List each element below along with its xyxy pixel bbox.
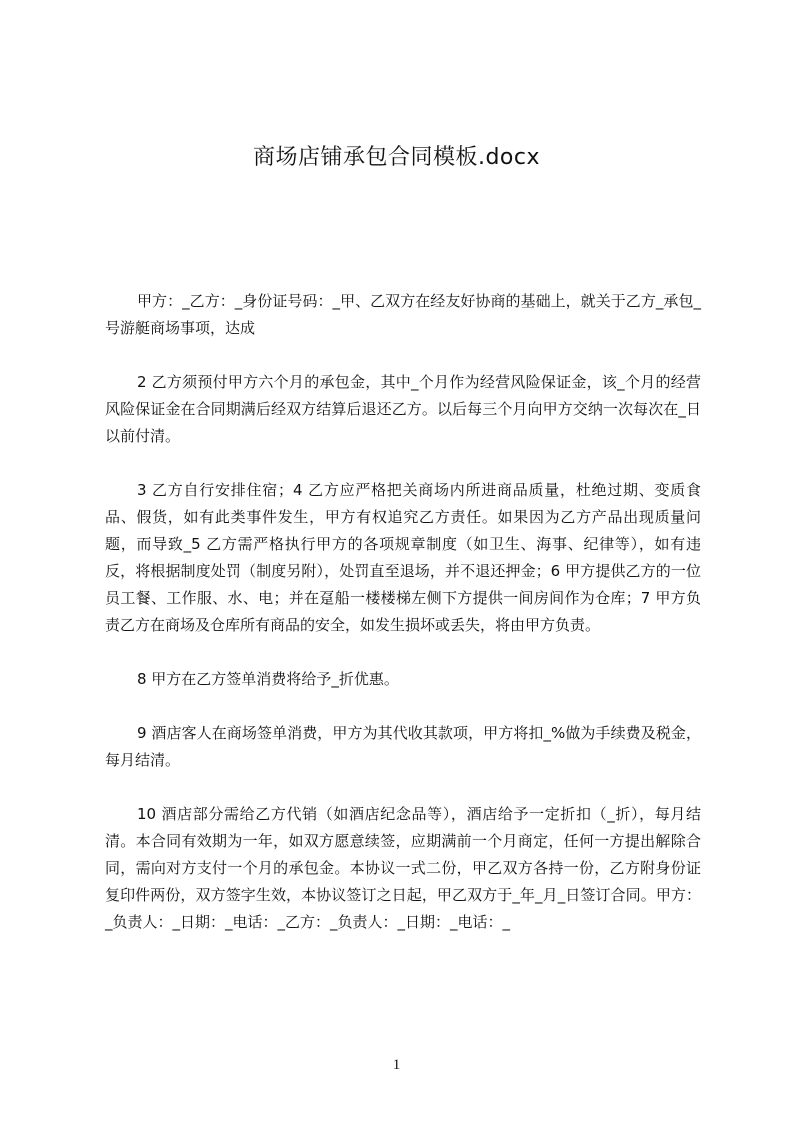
paragraph-clause-3-7: 3 乙方自行安排住宿；4 乙方应严格把关商场内所进商品质量，杜绝过期、变质食品、假货，如有此类事件发生，甲方有权追究乙方责任。如果因为乙方产品出现质量问题，而导致_5 乙方需严格执行甲方的各项规章制度（如卫生、海事、纪律等），如有违反，将根据制度处罚（制度另附），处罚直至退场，并不退还押金；6 甲方提供乙方的一位员工餐、工作服、水、电；并在趸船一楼楼梯左侧下方提供一间房间作为仓库；7 甲方负责乙方在商场及仓库所有商品的安全，如发生损坏或丢失，将由甲方负责。: [105, 481, 701, 634]
document-title: 商场店铺承包合同模板.docx: [252, 145, 541, 170]
document-body: [105, 288, 701, 963]
paragraph-intro: 甲方：_乙方：_身份证号码：_甲、乙双方在经友好协商的基础上，就关于乙方_承包_号游艇商场事项，达成: [105, 292, 701, 337]
page-number: 1: [392, 1057, 401, 1073]
paragraph-clause-8: 8 甲方在乙方签单消费将给予_折优惠。: [137, 670, 399, 688]
paragraph-clause-10: 10 酒店部分需给乙方代销（如酒店纪念品等），酒店给予一定折扣（_折），每月结清。本合同有效期为一年，如双方愿意续签，应期满前一个月商定，任何一方提出解除合同，需向对方支付一个月的承包金。本协议一式二份，甲乙双方各持一份，乙方附身份证复印件两份，双方签字生效，本协议签订之日起，甲乙双方于_年_月_日签订合同。甲方：_负责人：_日期：_电话：_乙方：_负责人：_日期：_电话：_: [105, 805, 701, 931]
paragraph-clause-2: 2 乙方须预付甲方六个月的承包金，其中_个月作为经营风险保证金，该_个月的经营风险保证金在合同期满后经双方结算后退还乙方。以后每三个月向甲方交纳一次每次在_日以前付清。: [105, 373, 701, 445]
paragraph-clause-9: 9 酒店客人在商场签单消费，甲方为其代收其款项，甲方将扣_%做为手续费及税金，每月结清。: [105, 724, 701, 769]
